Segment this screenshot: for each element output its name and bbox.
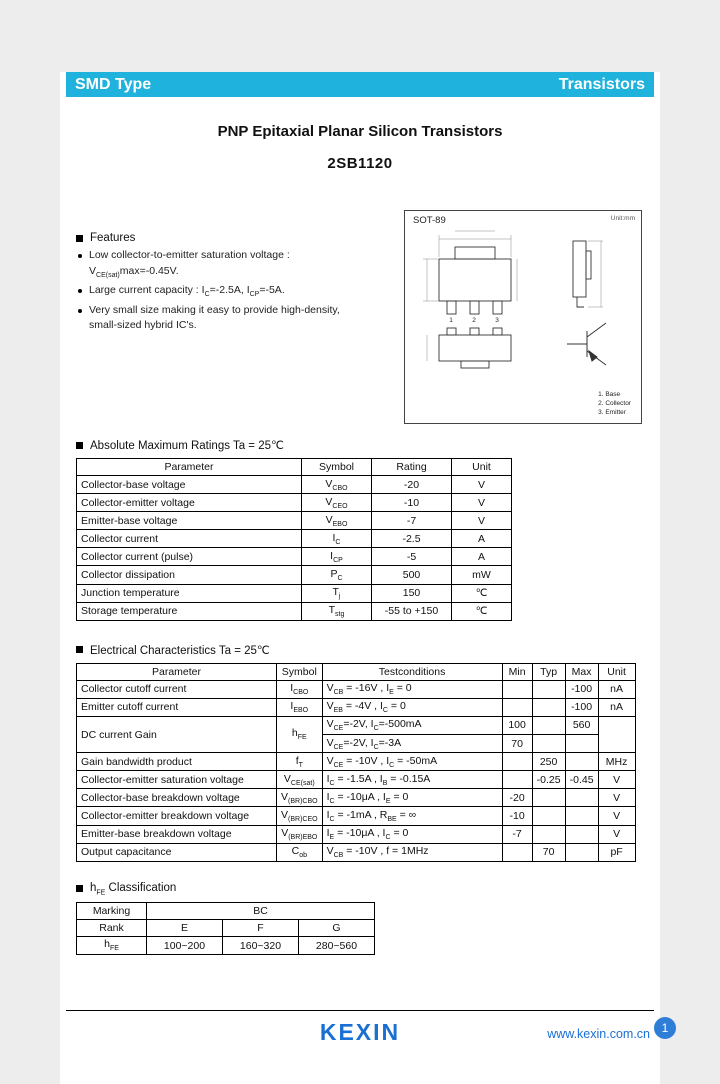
- hfe-class-heading-label: $h_{FE}$ Classification: [90, 881, 177, 896]
- table-cell: $I_C = -1mA$ , $R_{BE}$ = ∞: [322, 807, 502, 825]
- table-row: [77, 843, 636, 861]
- header-bar: [66, 72, 654, 97]
- table-cell: [502, 771, 532, 789]
- legend-pin-2: 2. Collector: [598, 400, 631, 407]
- table-cell: Collector-base voltage: [77, 476, 302, 494]
- table-cell: $V_{CE(sat)}$: [277, 771, 323, 789]
- table-cell: [565, 843, 598, 861]
- table-row: [77, 698, 636, 716]
- feature-item: [76, 303, 401, 319]
- table-cell: 70: [502, 735, 532, 753]
- table-cell: Storage temperature: [77, 602, 302, 620]
- bullet-icon: [78, 309, 82, 313]
- table-cell: Marking: [77, 902, 147, 919]
- feature-text: $V_{CE(sat)}\max=-0.45V$.: [89, 264, 179, 279]
- table-cell: $h_{FE}$: [277, 716, 323, 752]
- table-cell: 70: [532, 843, 565, 861]
- feature-item: [76, 264, 401, 284]
- package-unit-label: Unit:mm: [610, 215, 635, 222]
- table-cell: $V_{CE} = -10V$ , $I_C = -50mA$: [322, 753, 502, 771]
- table-cell: Typ: [532, 663, 565, 680]
- abs-max-heading-label: Absolute Maximum Ratings Ta = 25℃: [90, 440, 284, 452]
- table-cell: $I_E = -10\mu A$ , $I_C = 0$: [322, 825, 502, 843]
- electrical-table: [76, 663, 636, 862]
- table-row: [77, 680, 636, 698]
- table-row: [77, 825, 636, 843]
- table-cell: [532, 789, 565, 807]
- table-cell: E: [147, 919, 223, 936]
- table-cell: $V_{CE}=-2V$, $I_C=-3A$: [322, 735, 502, 753]
- table-row: [77, 548, 512, 566]
- table-cell: $P_C$: [302, 566, 372, 584]
- table-row: [77, 716, 636, 734]
- table-row: [77, 584, 512, 602]
- bullet-icon: [78, 254, 82, 258]
- table-cell: ℃: [452, 584, 512, 602]
- table-cell: $V_{(BR)CEO}$: [277, 807, 323, 825]
- pin-number-3: 3: [495, 317, 499, 324]
- abs-max-section: [76, 438, 644, 621]
- pin-number-2: 2: [472, 317, 476, 324]
- table-cell: Emitter cutoff current: [77, 698, 277, 716]
- table-row: [77, 771, 636, 789]
- table-row: [77, 494, 512, 512]
- table-cell: [532, 825, 565, 843]
- table-cell: -20: [502, 789, 532, 807]
- table-cell: nA: [598, 680, 635, 698]
- table-cell: Parameter: [77, 663, 277, 680]
- table-cell: $I_C$: [302, 530, 372, 548]
- table-cell: -0.45: [565, 771, 598, 789]
- table-cell: 160~320: [223, 936, 299, 954]
- table-row: [77, 530, 512, 548]
- table-row: [77, 919, 375, 936]
- table-cell: Output capacitance: [77, 843, 277, 861]
- part-number: 2SB1120: [327, 155, 393, 172]
- hfe-class-heading: [76, 882, 644, 896]
- header-left-label: SMD Type: [75, 75, 152, 93]
- table-cell: Collector-emitter voltage: [77, 494, 302, 512]
- table-cell: [532, 680, 565, 698]
- hfe-class-table: [76, 902, 375, 955]
- table-cell: Max: [565, 663, 598, 680]
- package-drawing: [404, 210, 642, 424]
- table-cell: $h_{FE}$: [77, 936, 147, 954]
- table-cell: Collector current: [77, 530, 302, 548]
- table-cell: [502, 698, 532, 716]
- table-cell: -7: [372, 512, 452, 530]
- table-cell: V: [452, 494, 512, 512]
- table-cell: 250: [532, 753, 565, 771]
- table-cell: $V_{EB} = -4V$ , $I_C = 0$: [322, 698, 502, 716]
- table-cell: Parameter: [77, 459, 302, 476]
- table-cell: ℃: [452, 602, 512, 620]
- table-row: [77, 789, 636, 807]
- table-cell: V: [598, 771, 635, 789]
- table-cell: Testconditions: [322, 663, 502, 680]
- table-cell: Emitter-base voltage: [77, 512, 302, 530]
- table-cell: V: [598, 789, 635, 807]
- table-cell: $V_{CB} = -10V$ , f = 1MHz: [322, 843, 502, 861]
- legend-pin-3: 3. Emitter: [598, 409, 626, 416]
- table-cell: V: [452, 512, 512, 530]
- website-link[interactable]: www.kexin.com.cn: [547, 1027, 650, 1041]
- table-cell: Junction temperature: [77, 584, 302, 602]
- table-cell: $I_{EBO}$: [277, 698, 323, 716]
- table-cell: $I_{CP}$: [302, 548, 372, 566]
- feature-item: [76, 283, 401, 303]
- table-cell: A: [452, 548, 512, 566]
- bullet-icon: [78, 289, 82, 293]
- feature-item: [76, 248, 401, 264]
- electrical-section: [76, 643, 644, 862]
- table-cell: V: [598, 807, 635, 825]
- header-right-label: Transistors: [558, 75, 645, 93]
- table-cell: mW: [452, 566, 512, 584]
- features-heading: [76, 232, 401, 244]
- table-row: [77, 902, 375, 919]
- table-cell: Unit: [598, 663, 635, 680]
- table-cell: Collector dissipation: [77, 566, 302, 584]
- table-cell: Collector current (pulse): [77, 548, 302, 566]
- footer: [66, 1010, 669, 1074]
- table-cell: $I_{CBO}$: [277, 680, 323, 698]
- table-cell: [502, 680, 532, 698]
- kexin-logo: KEXIN: [319, 1019, 401, 1045]
- table-cell: [502, 843, 532, 861]
- table-cell: Gain bandwidth product: [77, 753, 277, 771]
- table-cell: [565, 753, 598, 771]
- hfe-class-section: [76, 882, 644, 955]
- table-cell: [565, 825, 598, 843]
- section-marker-icon: [76, 646, 83, 653]
- table-header-row: [77, 459, 512, 476]
- table-cell: -10: [372, 494, 452, 512]
- feature-text: small-sized hybrid IC's.: [89, 319, 197, 332]
- table-cell: A: [452, 530, 512, 548]
- page-title: PNP Epitaxial Planar Silicon Transistors: [217, 123, 503, 140]
- table-cell: pF: [598, 843, 635, 861]
- table-header-row: [77, 663, 636, 680]
- table-cell: $I_C = -10\mu A$ , $I_E = 0$: [322, 789, 502, 807]
- table-cell: -10: [502, 807, 532, 825]
- feature-text: Low collector-to-emitter saturation voltage :: [89, 249, 290, 261]
- table-cell: -0.25: [532, 771, 565, 789]
- table-cell: G: [299, 919, 375, 936]
- table-cell: $I_C = -1.5A$ , $I_B = -0.15A$: [322, 771, 502, 789]
- section-marker-icon: [76, 235, 83, 242]
- table-cell: -5: [372, 548, 452, 566]
- table-cell: [565, 807, 598, 825]
- table-cell: [532, 807, 565, 825]
- table-cell: $V_{CB} = -16V$ , $I_E = 0$: [322, 680, 502, 698]
- table-cell: Symbol: [302, 459, 372, 476]
- table-cell: -2.5: [372, 530, 452, 548]
- table-cell: Collector-base breakdown voltage: [77, 789, 277, 807]
- feature-text: Large current capacity : $I_C=-2.5A$, $I_{CP}=-5A$.: [89, 284, 285, 299]
- table-cell: $V_{EBO}$: [302, 512, 372, 530]
- table-cell: F: [223, 919, 299, 936]
- table-cell: $V_{(BR)CBO}$: [277, 789, 323, 807]
- abs-max-heading: [76, 438, 644, 452]
- table-row: [77, 476, 512, 494]
- table-cell: $V_{CEO}$: [302, 494, 372, 512]
- table-cell: [598, 716, 635, 752]
- features-package-row: [76, 210, 642, 424]
- table-cell: -7: [502, 825, 532, 843]
- table-cell: Collector-emitter breakdown voltage: [77, 807, 277, 825]
- table-cell: BC: [147, 902, 375, 919]
- table-row: [77, 936, 375, 954]
- pin-number-1: 1: [449, 317, 453, 324]
- feature-text: Very small size making it easy to provide high-density,: [89, 303, 340, 316]
- table-cell: [565, 789, 598, 807]
- package-pin-legend: [598, 390, 631, 417]
- table-cell: V: [452, 476, 512, 494]
- table-row: [77, 602, 512, 620]
- table-cell: nA: [598, 698, 635, 716]
- section-marker-icon: [76, 885, 83, 892]
- table-cell: $V_{(BR)EBO}$: [277, 825, 323, 843]
- feature-item: [76, 318, 401, 334]
- table-cell: $V_{CE}=-2V$, $I_C=-500mA$: [322, 716, 502, 734]
- table-cell: -55 to +150: [372, 602, 452, 620]
- table-cell: [502, 753, 532, 771]
- table-cell: [565, 735, 598, 753]
- table-cell: -100: [565, 698, 598, 716]
- table-cell: 100~200: [147, 936, 223, 954]
- features-heading-label: Features: [90, 232, 136, 244]
- table-cell: 560: [565, 716, 598, 734]
- table-cell: 280~560: [299, 936, 375, 954]
- table-cell: Emitter-base breakdown voltage: [77, 825, 277, 843]
- table-cell: $f_T$: [277, 753, 323, 771]
- electrical-heading: [76, 643, 644, 657]
- table-row: [77, 566, 512, 584]
- page-number-badge: 1: [654, 1017, 676, 1039]
- table-cell: Rating: [372, 459, 452, 476]
- legend-pin-1: 1. Base: [598, 391, 621, 398]
- package-name: SOT-89: [413, 215, 446, 226]
- features-section: [76, 210, 401, 424]
- abs-max-table: [76, 458, 512, 621]
- features-list: [76, 248, 401, 334]
- table-cell: $T_{stg}$: [302, 602, 372, 620]
- table-cell: Unit: [452, 459, 512, 476]
- table-cell: MHz: [598, 753, 635, 771]
- table-cell: $C_{ob}$: [277, 843, 323, 861]
- table-cell: Collector-emitter saturation voltage: [77, 771, 277, 789]
- table-row: [77, 753, 636, 771]
- table-cell: $V_{CBO}$: [302, 476, 372, 494]
- table-cell: Collector cutoff current: [77, 680, 277, 698]
- table-cell: -100: [565, 680, 598, 698]
- table-cell: -20: [372, 476, 452, 494]
- table-cell: Min: [502, 663, 532, 680]
- table-cell: [532, 716, 565, 734]
- table-cell: V: [598, 825, 635, 843]
- table-cell: [532, 698, 565, 716]
- table-cell: 150: [372, 584, 452, 602]
- table-row: [77, 807, 636, 825]
- table-cell: Rank: [77, 919, 147, 936]
- table-cell: 100: [502, 716, 532, 734]
- section-marker-icon: [76, 442, 83, 449]
- table-cell: $T_j$: [302, 584, 372, 602]
- table-cell: DC current Gain: [77, 716, 277, 752]
- table-row: [77, 512, 512, 530]
- table-cell: Symbol: [277, 663, 323, 680]
- table-cell: 500: [372, 566, 452, 584]
- datasheet-page: [60, 72, 669, 1084]
- table-cell: [532, 735, 565, 753]
- electrical-heading-label: Electrical Characteristics Ta = 25℃: [90, 644, 270, 657]
